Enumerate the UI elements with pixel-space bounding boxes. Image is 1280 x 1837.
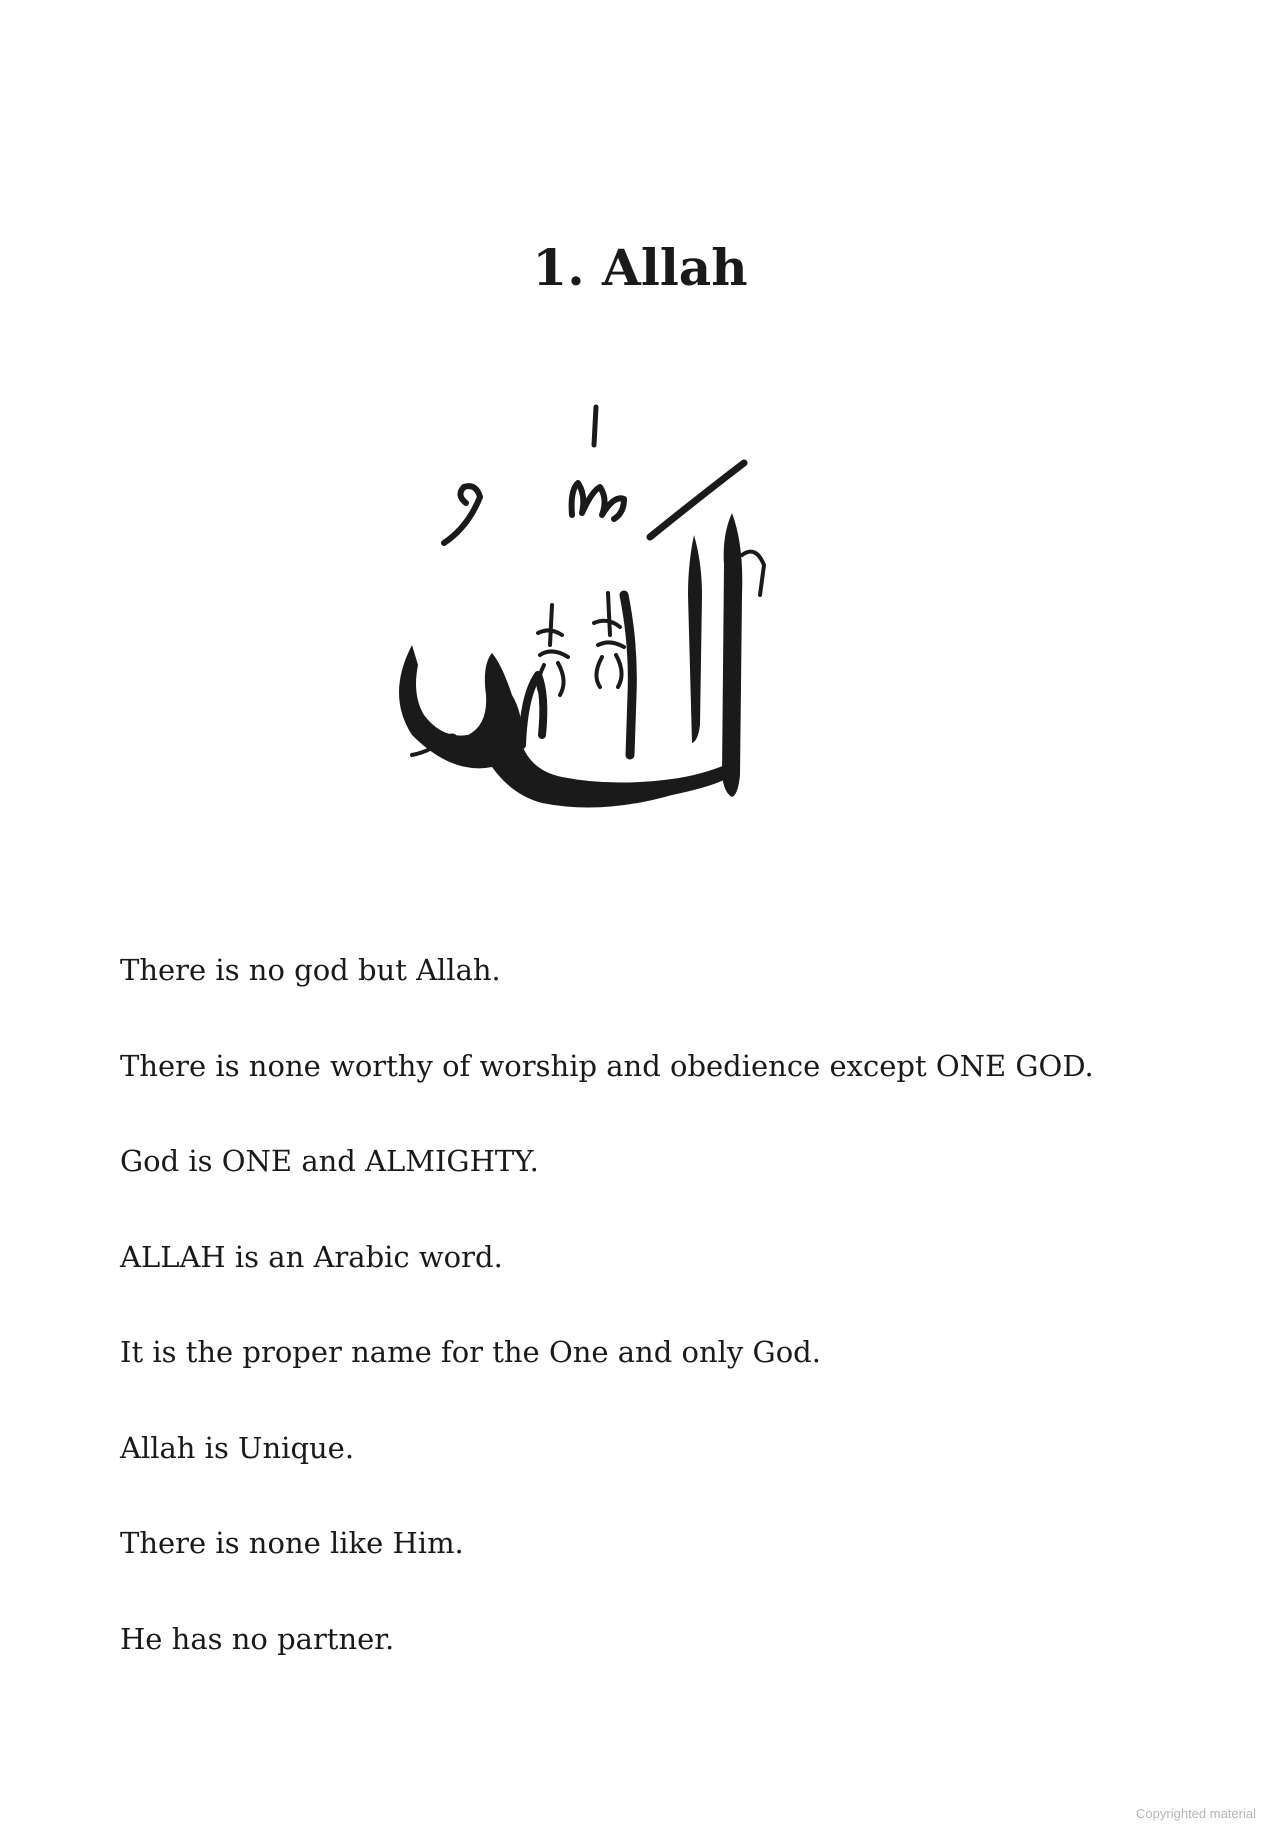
text-line: Allah is Unique.: [120, 1430, 355, 1465]
text-line: ALLAH is an Arabic word.: [120, 1239, 503, 1274]
text-line: There is no god but Allah.: [120, 953, 501, 987]
text-line: There is none worthy of worship and obedience except ONE GOD.: [120, 1048, 1094, 1083]
text-line: He has no partner.: [120, 1621, 395, 1656]
text-line: There is none like Him.: [120, 1526, 464, 1560]
allah-calligraphy-icon: [372, 395, 792, 835]
text-lines: [120, 950, 1160, 1714]
text-line: God is ONE and ALMIGHTY.: [120, 1144, 539, 1178]
page-title: 1. Allah: [532, 238, 748, 297]
text-line: It is the proper name for the One and only God.: [120, 1335, 821, 1369]
copyright-footer: Copyrighted material: [1136, 1806, 1256, 1821]
